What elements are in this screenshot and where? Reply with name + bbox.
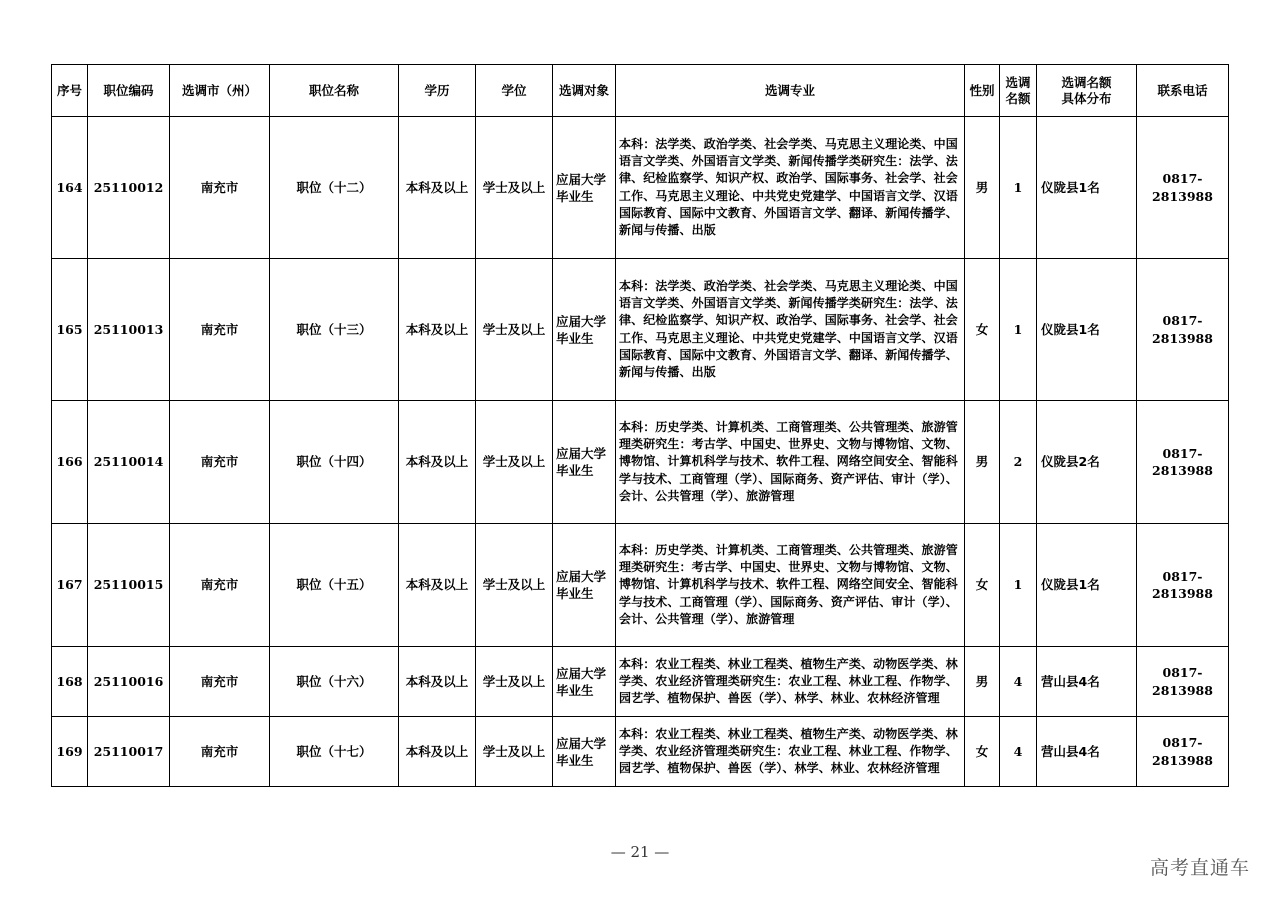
cell-major: 本科：历史学类、计算机类、工商管理类、公共管理类、旅游管理类研究生：考古学、中国史、世界史、文物与博物馆、文物、博物馆、计算机科学与技术、软件工程、网络空间安全、智能科学与技术、工商管理（学）、国际商务、资产评估、审计（学）、会计、公共管理（学）、旅游管理 — [616, 524, 965, 647]
cell-education: 本科及以上 — [399, 524, 476, 647]
cell-degree: 学士及以上 — [476, 717, 553, 787]
cell-phone: 0817-2813988 — [1137, 524, 1229, 647]
cell-position: 职位（十四） — [270, 401, 399, 524]
cell-major: 本科：农业工程类、林业工程类、植物生产类、动物医学类、林学类、农业经济管理类研究生：农业工程、林业工程、作物学、园艺学、植物保护、兽医（学）、林学、林业、农林经济管理 — [616, 717, 965, 787]
cell-code: 25110012 — [88, 117, 170, 259]
cell-quota: 4 — [1000, 647, 1037, 717]
cell-position: 职位（十六） — [270, 647, 399, 717]
header-quota-line2: 名额 — [1005, 90, 1031, 106]
cell-distribution: 仪陇县2名 — [1037, 401, 1137, 524]
cell-quota: 1 — [1000, 524, 1037, 647]
header-target: 选调对象 — [553, 65, 616, 117]
cell-degree: 学士及以上 — [476, 117, 553, 259]
cell-target: 应届大学毕业生 — [553, 401, 616, 524]
cell-seq: 168 — [52, 647, 88, 717]
cell-phone: 0817-2813988 — [1137, 117, 1229, 259]
cell-position: 职位（十五） — [270, 524, 399, 647]
cell-major: 本科：农业工程类、林业工程类、植物生产类、动物医学类、林学类、农业经济管理类研究生：农业工程、林业工程、作物学、园艺学、植物保护、兽医（学）、林学、林业、农林经济管理 — [616, 647, 965, 717]
cell-education: 本科及以上 — [399, 647, 476, 717]
cell-code: 25110015 — [88, 524, 170, 647]
header-seq: 序号 — [52, 65, 88, 117]
cell-city: 南充市 — [170, 401, 270, 524]
table-row — [52, 259, 1229, 401]
cell-distribution: 仪陇县1名 — [1037, 259, 1137, 401]
cell-target: 应届大学毕业生 — [553, 647, 616, 717]
cell-target: 应届大学毕业生 — [553, 717, 616, 787]
cell-phone: 0817-2813988 — [1137, 717, 1229, 787]
cell-target: 应届大学毕业生 — [553, 524, 616, 647]
header-position: 职位名称 — [270, 65, 399, 117]
cell-distribution: 营山县4名 — [1037, 717, 1137, 787]
cell-target: 应届大学毕业生 — [553, 117, 616, 259]
header-city: 选调市（州） — [170, 65, 270, 117]
header-education: 学历 — [399, 65, 476, 117]
header-phone: 联系电话 — [1137, 65, 1229, 117]
cell-position: 职位（十七） — [270, 717, 399, 787]
cell-seq: 169 — [52, 717, 88, 787]
cell-seq: 165 — [52, 259, 88, 401]
cell-city: 南充市 — [170, 717, 270, 787]
header-gender: 性别 — [965, 65, 1000, 117]
table-row — [52, 117, 1229, 259]
cell-education: 本科及以上 — [399, 401, 476, 524]
header-degree: 学位 — [476, 65, 553, 117]
table-header-row — [52, 65, 1229, 117]
cell-gender: 男 — [965, 117, 1000, 259]
cell-code: 25110016 — [88, 647, 170, 717]
cell-phone: 0817-2813988 — [1137, 647, 1229, 717]
cell-seq: 167 — [52, 524, 88, 647]
cell-seq: 166 — [52, 401, 88, 524]
table-row — [52, 717, 1229, 787]
header-distribution — [1037, 65, 1137, 117]
cell-distribution: 营山县4名 — [1037, 647, 1137, 717]
cell-degree: 学士及以上 — [476, 647, 553, 717]
cell-seq: 164 — [52, 117, 88, 259]
header-distribution-line1: 选调名额 — [1061, 74, 1112, 90]
cell-major: 本科：法学类、政治学类、社会学类、马克思主义理论类、中国语言文学类、外国语言文学类、新闻传播学类研究生：法学、法律、纪检监察学、知识产权、政治学、国际事务、社会学、社会工作、马克思主义理论、中共党史党建学、中国语言文学、汉语国际教育、国际中文教育、外国语言文学、翻译、新闻传播学、新闻与传播、出版 — [616, 259, 965, 401]
cell-education: 本科及以上 — [399, 259, 476, 401]
page-number: — 21 — — [610, 843, 670, 861]
watermark-text: 高考直通车 — [1149, 857, 1250, 879]
cell-gender: 女 — [965, 524, 1000, 647]
positions-table — [51, 64, 1229, 787]
cell-degree: 学士及以上 — [476, 401, 553, 524]
cell-code: 25110014 — [88, 401, 170, 524]
table-row — [52, 647, 1229, 717]
cell-phone: 0817-2813988 — [1137, 401, 1229, 524]
cell-degree: 学士及以上 — [476, 259, 553, 401]
cell-city: 南充市 — [170, 259, 270, 401]
cell-quota: 4 — [1000, 717, 1037, 787]
cell-major: 本科：历史学类、计算机类、工商管理类、公共管理类、旅游管理类研究生：考古学、中国史、世界史、文物与博物馆、文物、博物馆、计算机科学与技术、软件工程、网络空间安全、智能科学与技术、工商管理（学）、国际商务、资产评估、审计（学）、会计、公共管理（学）、旅游管理 — [616, 401, 965, 524]
cell-education: 本科及以上 — [399, 717, 476, 787]
cell-major: 本科：法学类、政治学类、社会学类、马克思主义理论类、中国语言文学类、外国语言文学类、新闻传播学类研究生：法学、法律、纪检监察学、知识产权、政治学、国际事务、社会学、社会工作、马克思主义理论、中共党史党建学、中国语言文学、汉语国际教育、国际中文教育、外国语言文学、翻译、新闻传播学、新闻与传播、出版 — [616, 117, 965, 259]
header-major: 选调专业 — [616, 65, 965, 117]
cell-gender: 男 — [965, 647, 1000, 717]
cell-code: 25110013 — [88, 259, 170, 401]
cell-distribution: 仪陇县1名 — [1037, 524, 1137, 647]
cell-gender: 女 — [965, 259, 1000, 401]
cell-city: 南充市 — [170, 117, 270, 259]
cell-gender: 男 — [965, 401, 1000, 524]
table-row — [52, 524, 1229, 647]
cell-quota: 1 — [1000, 259, 1037, 401]
header-quota-line1: 选调 — [1005, 74, 1031, 90]
cell-phone: 0817-2813988 — [1137, 259, 1229, 401]
header-quota — [1000, 65, 1037, 117]
header-code: 职位编码 — [88, 65, 170, 117]
header-distribution-line2: 具体分布 — [1061, 90, 1112, 106]
cell-target: 应届大学毕业生 — [553, 259, 616, 401]
cell-degree: 学士及以上 — [476, 524, 553, 647]
cell-quota: 1 — [1000, 117, 1037, 259]
cell-gender: 女 — [965, 717, 1000, 787]
cell-quota: 2 — [1000, 401, 1037, 524]
cell-city: 南充市 — [170, 524, 270, 647]
cell-position: 职位（十二） — [270, 117, 399, 259]
cell-city: 南充市 — [170, 647, 270, 717]
cell-distribution: 仪陇县1名 — [1037, 117, 1137, 259]
cell-education: 本科及以上 — [399, 117, 476, 259]
cell-code: 25110017 — [88, 717, 170, 787]
cell-position: 职位（十三） — [270, 259, 399, 401]
table-row — [52, 401, 1229, 524]
